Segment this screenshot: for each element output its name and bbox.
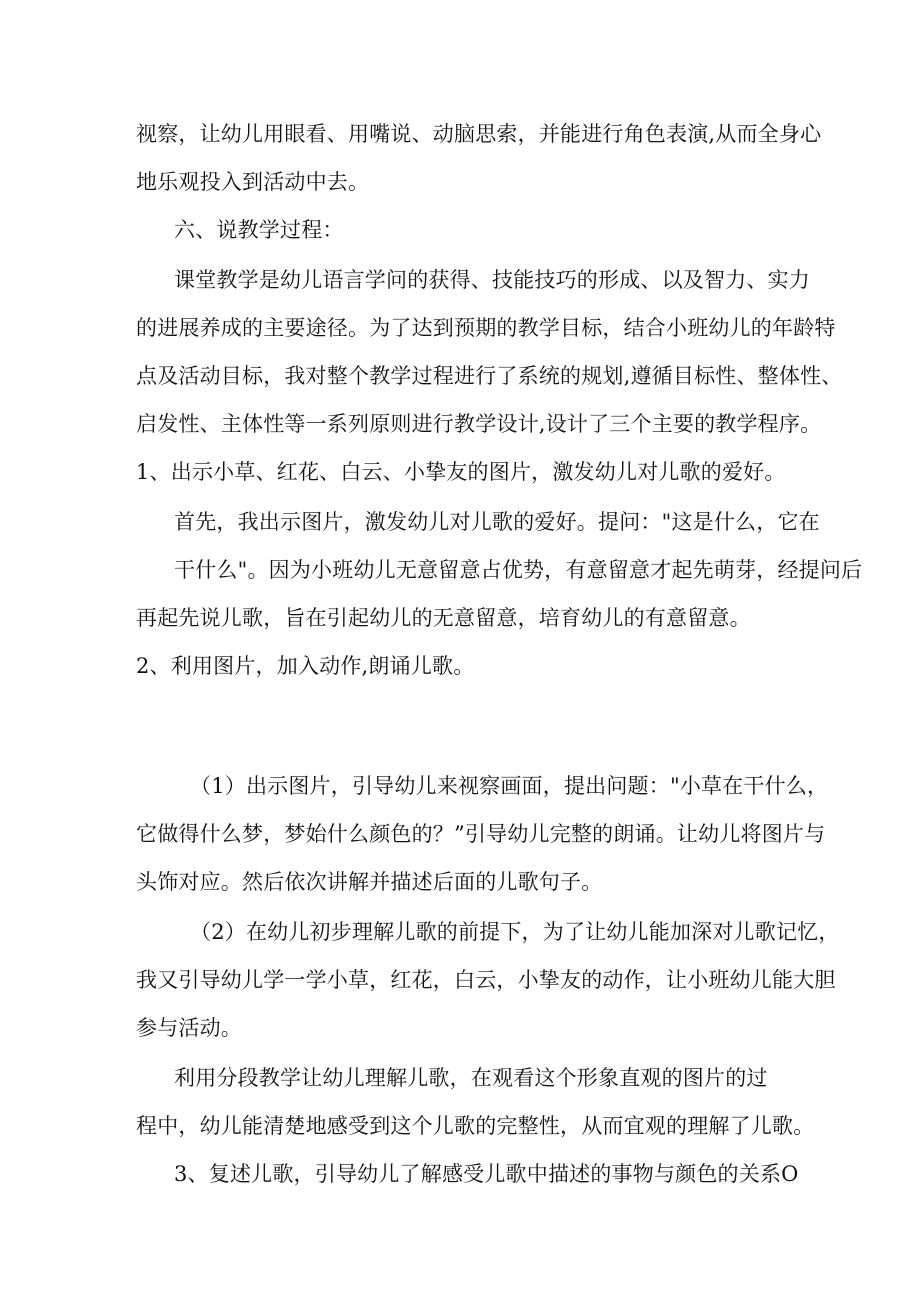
paragraph-line: 的进展养成的主要途径。为了达到预期的教学目标，结合小班幼儿的年龄特 — [136, 316, 836, 340]
sub-step-1: （1）出示图片，引导幼儿来视察画面，提出问题："小草在干什么， — [190, 774, 829, 798]
paragraph-line: 它做得什么梦，梦始什么颜色的？”引导幼儿完整的朗诵。让幼儿将图片与 — [136, 822, 826, 846]
paragraph-line: 参与活动。 — [136, 1016, 242, 1040]
paragraph-line: 视察，让幼儿用眼看、用嘴说、动脑思索，并能进行角色表演,从而全身心 — [136, 122, 822, 146]
paragraph-line: 课堂教学是幼儿语言学问的获得、技能技巧的形成、以及智力、实力 — [174, 268, 810, 292]
step-heading-3: 3、复述儿歌，引导幼儿了解感受儿歌中描述的事物与颜色的关系O — [174, 1162, 799, 1186]
sub-step-2: （2）在幼儿初步理解儿歌的前提下，为了让幼儿能加深对儿歌记忆， — [190, 920, 840, 944]
paragraph-line: 程中，幼儿能清楚地感受到这个儿歌的完整性，从而宜观的理解了儿歌。 — [136, 1114, 815, 1138]
paragraph-line: 地乐观投入到活动中去。 — [136, 170, 370, 194]
paragraph-line: 点及活动目标，我对整个教学过程进行了系统的规划,遵循目标性、整体性、 — [136, 364, 843, 388]
step-heading-1: 1、出示小草、红花、白云、小挚友的图片，激发幼儿对儿歌的爱好。 — [136, 460, 786, 484]
paragraph-line: 首先，我出示图片，激发幼儿对儿歌的爱好。提问："这是什么，它在 — [174, 510, 820, 534]
paragraph-line: 利用分段教学让幼儿理解儿歌，在观看这个形象直观的图片的过 — [174, 1066, 768, 1090]
paragraph-line: 启发性、主体性等一系列原则进行教学设计,设计了三个主要的教学程序。 — [136, 412, 822, 436]
paragraph-line: 干什么"。因为小班幼儿无意留意占优势，有意留意才起先萌芽，经提问后 — [174, 558, 863, 582]
section-heading: 六、说教学过程： — [174, 218, 344, 242]
step-heading-2: 2、利用图片，加入动作,朗诵儿歌。 — [136, 654, 475, 678]
paragraph-line: 我又引导幼儿学一学小草，红花，白云，小挚友的动作，让小班幼儿能大胆 — [136, 968, 836, 992]
paragraph-line: 再起先说儿歌，旨在引起幼儿的无意留意，培育幼儿的有意留意。 — [136, 606, 751, 630]
paragraph-line: 头饰对应。然后依次讲解并描述后面的儿歌句子。 — [136, 870, 603, 894]
